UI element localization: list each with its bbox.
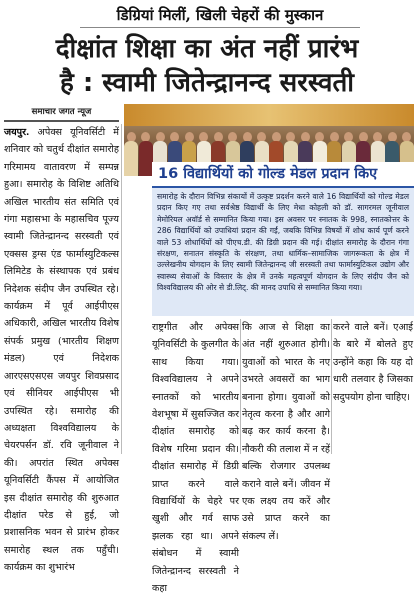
- photo-person: [140, 126, 153, 176]
- photo-stage-banner: [124, 104, 414, 126]
- byline-underline: [4, 120, 119, 122]
- article-bottom-column-2: कि आज से शिक्षा का अंत नहीं शुरुआत होगी। युवाओं को भारत के नए उभरते अवसरों का भाग बनाना होगा। युवाओं को नेतृत्व करना है और आगे बढ़ कर कार्य करना है। नौकरी की तलाश में न रहें बल्कि रोजगार उपलब्ध कराने वाले बनें। जीवन में एक लक्ष्य तय करें और उसे प्राप्त करने का संकल्प लें।: [242, 322, 330, 542]
- column-divider: [121, 124, 122, 454]
- kicker-headline: डिग्रियां मिलीं, खिली चेहरों की मुस्कान: [116, 6, 324, 24]
- article-bottom-column-3: करने वाले बनें। एआई के बारे में बोलते हुए उन्होंने कहा कि यह दो धारी तलवार है जिसका सदुपयोग होना चाहिए।: [333, 322, 413, 403]
- photo-person: [125, 126, 138, 176]
- kicker-underline: [80, 27, 360, 28]
- gold-medal-subhead: 16 विद्यार्थियों को गोल्ड मेडल प्रदान किए: [158, 166, 378, 182]
- highlight-box: [152, 186, 414, 316]
- highlight-box-text: समारोह के दौरान विभिन्न संकायों में उत्कृष्ट प्रदर्शन करने वाले 16 विद्यार्थियों को गोल्ड मेडल प्रदान किए गए तथा सर्वश्रेष्ठ विद्यार्थी के लिए मेधा कोहली को डॉ. सागरमल जूनीवाल मेमोरियल अवॉर्ड से सम्मानित किया गया। इस अवसर पर स्नातक के 998, स्नातकोत्तर के 286 विद्यार्थियों को उपाधियां प्रदान की गईं, जबकि विभिन्न विषयों में शोध कार्य पूर्ण करने वाले 53 शोधार्थियों को पीएच.डी. की डिग्री प्रदान की गई। दीक्षांत समारोह के दौरान गंगा संरक्षण, सनातन संस्कृति के संरक्षण, तथा धार्मिक–सामाजिक जागरूकता के क्षेत्र में उल्लेखनीय योगदान के लिए स्वामी जितेन्द्रानन्द जी सरस्वती तथा फार्मास्युटिकल उद्योग और स्वास्थ्य सेवाओं के विस्तार के क्षेत्र में उनके महत्वपूर्ण योगदान के लिए संदीप जैन को विश्वविद्यालय की ओर से डी.लिट्. की मानद उपाधि से सम्मानित किया गया।: [157, 192, 409, 293]
- column-divider: [240, 319, 241, 454]
- main-headline-line-1: दीक्षांत शिक्षा का अंत नहीं प्रारंभ: [55, 34, 359, 64]
- left-column-text: अपेक्स यूनिवर्सिटी में शनिवार को चतुर्थ दीक्षांत समारोह गरिमामय वातावरण में सम्पन्न हुआ। समारोह के विशिष्ट अतिथि अखिल भारतीय संत समिति एवं गंगा महासभा के महासचिव पूज्य स्वामी जितेन्द्रानन्द सरस्वती एवं एक्सस ड्रग्स एंड फार्मास्युटिकल्स लिमिटेड के संस्थापक एवं प्रबंध निदेशक संदीप जैन उपस्थित रहे। कार्यक्रम में पूर्व आईपीएस अधिकारी, अखिल भारतीय विशेष संपर्क प्रमुख (भारतीय शिक्षण मंडल) एवं निदेशक आरएसएसएस जयपुर शिवप्रसाद एवं सीनियर आईपीएस भी उपस्थित रहे। समारोह की अध्यक्षता विश्वविद्यालय के चेयरपर्सन डॉ. रवि जूनीवाल ने की। अपरांत स्थित अपेक्स यूनिवर्सिटी कैंपस में आयोजित इस दीक्षांत समारोह की शुरुआत दीक्षांत परेड से हुई, जो प्रशासनिक भवन से प्रारंभ होकर समारोह स्थल तक पहुँची। कार्यक्रम का शुभारंभ: [4, 127, 119, 574]
- byline: समाचार जगत न्यूज: [31, 107, 92, 117]
- photo-person-body: [139, 141, 153, 176]
- column-divider: [331, 319, 332, 454]
- dateline: जयपुर.: [4, 127, 30, 138]
- article-left-column: [4, 124, 119, 574]
- main-headline-line-2: है : स्वामी जितेन्द्रानन्द सरस्वती: [59, 68, 355, 98]
- article-bottom-column-1: राष्ट्रगीत और अपेक्स यूनिवर्सिटी के कुलगीत के साथ किया गया। विश्वविद्यालय ने अपने स्नातकों को भारतीय वेशभूषा में सुसज्जित कर दीक्षांत समारोह को विशेष गरिमा प्रदान की। दीक्षांत समारोह में डिग्री प्राप्त करने वाले विद्यार्थियों के चेहरे पर खुशी और गर्व साफ झलक रहा था। अपने संबोधन में स्वामी जितेन्द्रानन्द सरस्वती ने कहा: [152, 322, 239, 595]
- photo-person-body: [124, 141, 138, 176]
